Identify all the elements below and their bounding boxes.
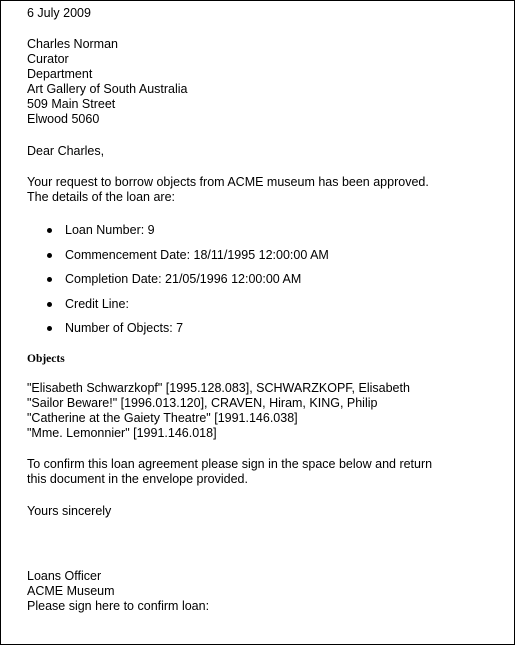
bullet-icon	[47, 277, 52, 282]
intro-line: Your request to borrow objects from ACME museum has been approved.	[27, 175, 429, 189]
bullet-icon	[47, 302, 52, 307]
credit-line: Credit Line:	[65, 296, 129, 311]
letter-date: 6 July 2009	[27, 6, 91, 20]
objects-heading: Objects	[27, 353, 65, 365]
confirm-line: To confirm this loan agreement please sign in the space below and return	[27, 457, 433, 471]
list-item	[47, 272, 497, 287]
closing: Yours sincerely	[27, 504, 112, 518]
recipient-organisation: Art Gallery of South Australia	[27, 82, 188, 96]
confirm-paragraph	[27, 457, 497, 487]
number-of-objects: Number of Objects: 7	[65, 321, 184, 335]
commencement-date: Commencement Date: 18/11/1995 12:00:00 AM	[65, 247, 329, 262]
loan-details-list	[27, 223, 497, 336]
list-item	[47, 297, 497, 312]
recipient-department: Department	[27, 67, 93, 81]
objects-list	[27, 381, 497, 441]
letter-body	[27, 6, 497, 614]
object-item: "Elisabeth Schwarzkopf" [1995.128.083], SCHWARZKOPF, Elisabeth	[27, 381, 410, 395]
confirm-line: this document in the envelope provided.	[27, 472, 248, 486]
signatory-organisation: ACME Museum	[27, 584, 115, 598]
object-item: "Mme. Lemonnier" [1991.146.018]	[27, 426, 217, 440]
recipient-title: Curator	[27, 52, 69, 66]
bullet-icon	[47, 326, 52, 331]
object-item: "Catherine at the Gaiety Theatre" [1991.146.038]	[27, 411, 298, 425]
list-item	[47, 223, 497, 238]
loan-number: Loan Number: 9	[65, 223, 155, 237]
salutation: Dear Charles,	[27, 144, 105, 158]
object-item: "Sailor Beware!" [1996.013.120], CRAVEN, Hiram, KING, Philip	[27, 396, 378, 410]
recipient-name: Charles Norman	[27, 37, 119, 51]
signatory-title: Loans Officer	[27, 569, 102, 583]
signature-block	[27, 569, 497, 614]
recipient-city: Elwood 5060	[27, 112, 100, 126]
intro-line: The details of the loan are:	[27, 190, 176, 204]
list-item	[47, 248, 497, 263]
sign-prompt: Please sign here to confirm loan:	[27, 599, 210, 613]
bullet-icon	[47, 253, 52, 258]
bullet-icon	[47, 228, 52, 233]
recipient-address	[27, 37, 497, 127]
recipient-street: 509 Main Street	[27, 97, 116, 111]
list-item	[47, 321, 497, 336]
completion-date: Completion Date: 21/05/1996 12:00:00 AM	[65, 272, 302, 286]
intro-paragraph	[27, 175, 497, 205]
